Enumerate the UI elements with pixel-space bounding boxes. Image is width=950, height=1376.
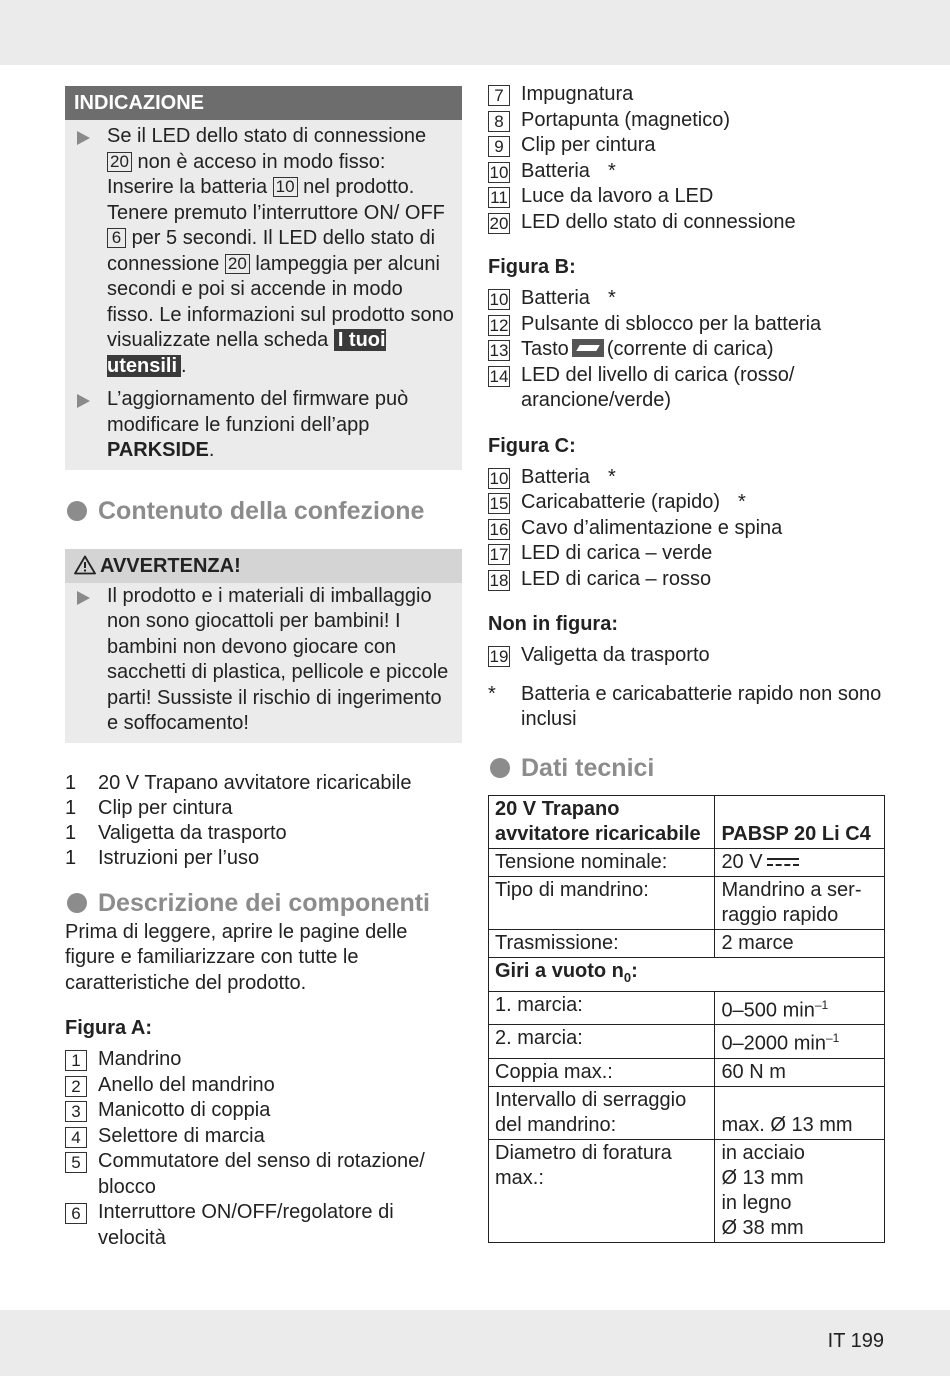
list-item xyxy=(65,796,462,821)
item-label: Manicotto di coppia xyxy=(98,1099,271,1121)
list-item xyxy=(488,312,888,338)
item-label: Caricabatterie (rapido) xyxy=(521,491,720,513)
noload-label: Giri a vuoto n xyxy=(495,959,624,982)
ref-number: 14 xyxy=(489,366,509,386)
table-cell xyxy=(715,795,885,848)
table-row xyxy=(489,1139,885,1242)
footnote-text: Batteria e caricabatterie rapido non sono inclusi xyxy=(521,682,882,730)
noload-subscript: 0 xyxy=(623,969,632,985)
heading-text: Dati tecnici xyxy=(521,753,655,782)
brand-name: PARKSIDE xyxy=(107,439,209,461)
list-item xyxy=(488,159,888,185)
heading-bullet-icon xyxy=(67,893,87,913)
ref-number: 3 xyxy=(65,1101,87,1122)
table-row xyxy=(489,1025,885,1059)
drill-value: in legno xyxy=(721,1191,792,1214)
table-cell: 2. marcia: xyxy=(489,1025,715,1059)
list-item xyxy=(488,465,888,491)
item-label: LED di carica – verde xyxy=(521,542,713,564)
table-cell: Coppia max.: xyxy=(489,1058,715,1086)
list-item xyxy=(65,1073,462,1099)
table-cell: Trasmissione: xyxy=(489,929,715,957)
item-label: Anello del mandrino xyxy=(98,1073,275,1096)
arrow-right-icon xyxy=(77,591,90,605)
figure-a-list-left xyxy=(65,1047,462,1251)
ref-number: 5 xyxy=(65,1152,87,1173)
item-label: Portapunta (magnetico) xyxy=(521,108,731,131)
ref-number: 10 xyxy=(489,162,509,182)
item-qty: 1 xyxy=(65,821,77,844)
item-label: LED dello stato di connessione xyxy=(521,210,796,233)
warning-title: AVVERTENZA! xyxy=(100,554,241,577)
warning-triangle-icon xyxy=(74,555,96,575)
list-item xyxy=(65,846,462,871)
item-label: Tasto xyxy=(521,338,569,360)
warning-header xyxy=(65,549,462,583)
item-label: Istruzioni per l’uso xyxy=(98,846,260,869)
list-item xyxy=(488,108,888,134)
note-text: Se il LED dello stato di connessione xyxy=(107,125,427,147)
table-cell: 1. marcia: xyxy=(489,991,715,1025)
footnote-marker: * xyxy=(488,682,496,705)
ref-number: 20 xyxy=(489,213,509,233)
note-box xyxy=(65,86,462,470)
item-label: Clip per cintura xyxy=(521,134,656,156)
item-label: LED di carica – rosso xyxy=(521,567,712,590)
note-text: nel prodotto. Tenere premuto l’interruttore ON/ OFF xyxy=(107,176,445,224)
note-text: . xyxy=(208,439,215,461)
item-label: Selettore di marcia xyxy=(98,1124,265,1147)
drill-value: Ø 38 mm xyxy=(721,1216,804,1239)
warning-item xyxy=(65,584,462,737)
header-band xyxy=(0,0,950,65)
list-item xyxy=(488,490,888,516)
components-intro: Prima di leggere, aprire le pagine delle figure e familiarizzare con tutte le caratteristiche del prodotto. xyxy=(65,920,408,994)
section-heading-contents xyxy=(65,495,462,527)
list-item xyxy=(488,133,888,159)
item-label: Pulsante di sblocco per la batteria xyxy=(521,312,822,335)
arrow-right-icon xyxy=(77,394,90,408)
heading-text: Contenuto della confezione xyxy=(98,496,425,525)
item-label: Impugnatura xyxy=(521,83,634,105)
ref-number: 6 xyxy=(107,228,126,248)
table-cell xyxy=(715,848,885,876)
figure-a-list-right xyxy=(488,82,888,235)
list-item xyxy=(488,363,888,414)
ref-number: 18 xyxy=(489,570,509,590)
charge-current-button-icon xyxy=(572,339,604,357)
ref-number: 6 xyxy=(65,1203,87,1224)
note-text: lampeggia per alcuni secondi e poi si accende in modo fisso. Le informazioni sul prodotto sono visualizzate nella scheda xyxy=(107,252,454,351)
ref-number: 20 xyxy=(225,254,250,274)
list-item xyxy=(488,567,888,593)
item-label: Batteria xyxy=(521,287,590,309)
table-row xyxy=(489,848,885,876)
item-label: Commutatore del senso di rotazione/ blocco xyxy=(98,1150,425,1198)
table-cell: Tipo di mandrino: xyxy=(489,876,715,929)
table-row xyxy=(489,957,885,991)
footnote-marker: * xyxy=(607,465,616,488)
table-cell xyxy=(715,1139,885,1242)
figure-c-title: Figura C: xyxy=(488,434,576,457)
footnote-marker: * xyxy=(737,491,746,513)
model-name: PABSP 20 Li C4 xyxy=(721,822,871,845)
heading-bullet-icon xyxy=(67,501,87,521)
item-qty: 1 xyxy=(65,846,77,869)
footnote-row xyxy=(488,682,888,732)
not-in-figure-title: Non in figura: xyxy=(488,613,618,635)
item-qty: 1 xyxy=(65,771,77,794)
table-cell: Mandrino a ser-raggio rapido xyxy=(715,876,885,929)
section-heading-specs xyxy=(488,752,888,784)
ref-number: 8 xyxy=(488,111,510,132)
figure-a-title: Figura A: xyxy=(65,1017,153,1039)
spec-table xyxy=(488,795,885,1243)
gear2-value: 0–2000 min xyxy=(721,1032,826,1055)
page-number: IT 199 xyxy=(827,1330,884,1352)
ref-number: 10 xyxy=(273,177,298,197)
item-label: Cavo d’alimentazione e spina xyxy=(521,516,783,539)
right-column xyxy=(488,82,888,1243)
section-heading-components xyxy=(65,887,462,919)
item-label: 20 V Trapano avvitatore ricaricabile xyxy=(98,771,412,794)
ref-number: 11 xyxy=(488,187,510,208)
list-item xyxy=(488,541,888,567)
drill-value: in acciaio xyxy=(721,1141,805,1164)
note-item-led xyxy=(65,124,462,379)
note-title: INDICAZIONE xyxy=(65,86,462,120)
footnote xyxy=(488,682,888,732)
gear1-value: 0–500 min xyxy=(721,999,815,1022)
app-tab-label: I tuoi utensili xyxy=(107,329,386,377)
table-cell: Diametro di foratura max.: xyxy=(489,1139,715,1242)
ref-number: 4 xyxy=(65,1127,87,1148)
figure-b-title: Figura B: xyxy=(488,256,576,278)
note-text: per 5 secondi. Il LED dello stato di connessione xyxy=(107,227,436,275)
ref-number: 19 xyxy=(489,647,509,666)
table-row xyxy=(489,929,885,957)
list-item xyxy=(488,210,888,236)
ref-number: 10 xyxy=(489,290,509,309)
table-row xyxy=(489,795,885,848)
item-label: Valigetta da trasporto xyxy=(521,644,710,666)
table-cell xyxy=(715,991,885,1025)
item-label: Interruttore ON/OFF/regolatore di velocità xyxy=(98,1201,394,1249)
note-text: Inserire la batteria xyxy=(107,176,268,198)
item-label: Valigetta da trasporto xyxy=(98,821,287,844)
note-text: . xyxy=(181,354,187,377)
heading-text: Descrizione dei componenti xyxy=(98,888,431,917)
item-label: (corrente di carica) xyxy=(606,338,774,360)
table-cell xyxy=(489,957,885,991)
list-item xyxy=(488,337,888,363)
figure-b-list xyxy=(488,286,888,414)
table-row xyxy=(489,876,885,929)
list-item xyxy=(488,286,888,312)
ref-number: 9 xyxy=(488,136,510,157)
noload-colon: : xyxy=(631,959,638,982)
ref-number: 1 xyxy=(65,1050,87,1071)
list-item xyxy=(65,771,462,796)
warning-box xyxy=(65,549,462,743)
footnote-marker: * xyxy=(607,159,616,182)
note-item-firmware xyxy=(65,387,462,464)
list-item xyxy=(488,516,888,542)
left-column xyxy=(65,86,462,1251)
drill-value: Ø 13 mm xyxy=(721,1166,804,1189)
list-item xyxy=(488,643,888,669)
table-row xyxy=(489,1086,885,1139)
table-cell: Tensione nominale: xyxy=(489,848,715,876)
ref-number: 17 xyxy=(489,545,509,564)
item-label: LED del livello di carica (rosso/ arancione/verde) xyxy=(521,363,795,411)
item-label: Batteria xyxy=(521,159,590,182)
list-item xyxy=(65,1149,462,1200)
item-label: Luce da lavoro a LED xyxy=(521,185,714,207)
exponent: –1 xyxy=(814,997,829,1012)
heading-bullet-icon xyxy=(490,758,510,778)
warning-text: Il prodotto e i materiali di imballaggio non sono giocattoli per bambini! I bambini non devono giocare con sacchetti di plastica, pellicole e piccole parti! Sussiste il rischio di ingerimento e soffocamento! xyxy=(107,584,449,734)
table-row xyxy=(489,991,885,1025)
list-item xyxy=(65,1200,462,1251)
package-contents-list xyxy=(65,771,462,871)
footer-band xyxy=(0,1310,950,1376)
not-in-figure-list xyxy=(488,643,888,669)
list-item xyxy=(65,1098,462,1124)
ref-number: 10 xyxy=(489,468,509,488)
footnote-marker: * xyxy=(607,287,616,309)
ref-number: 15 xyxy=(489,494,509,513)
ref-number: 7 xyxy=(488,85,510,106)
note-text: L’aggiornamento del firmware può modificare le funzioni dell’app xyxy=(107,388,409,436)
table-cell: Intervallo di serraggio del mandrino: xyxy=(489,1086,715,1139)
note-text: non è acceso in modo fisso: xyxy=(137,150,386,173)
ref-number: 16 xyxy=(489,519,509,539)
item-label: Clip per cintura xyxy=(98,796,233,819)
table-cell: 2 marce xyxy=(715,929,885,957)
list-item xyxy=(65,1124,462,1150)
arrow-right-icon xyxy=(77,131,90,145)
voltage-value: 20 V xyxy=(721,850,763,873)
table-cell xyxy=(715,1025,885,1059)
table-cell: max. Ø 13 mm xyxy=(715,1086,885,1139)
ref-number: 13 xyxy=(489,341,509,360)
item-label: Mandrino xyxy=(98,1048,182,1070)
ref-number: 12 xyxy=(489,315,509,335)
table-row xyxy=(489,1058,885,1086)
list-item xyxy=(65,821,462,846)
list-item xyxy=(65,1047,462,1073)
list-item xyxy=(488,184,888,210)
ref-number: 20 xyxy=(107,152,132,172)
item-label: Batteria xyxy=(521,465,590,488)
exponent: –1 xyxy=(825,1031,840,1046)
ref-number: 2 xyxy=(65,1076,87,1097)
list-item xyxy=(488,82,888,108)
figure-c-list xyxy=(488,465,888,593)
item-qty: 1 xyxy=(65,796,77,819)
direct-current-icon xyxy=(767,855,799,869)
table-cell: 20 V Trapano avvitatore ricaricabile xyxy=(489,795,715,848)
table-cell: 60 N m xyxy=(715,1058,885,1086)
